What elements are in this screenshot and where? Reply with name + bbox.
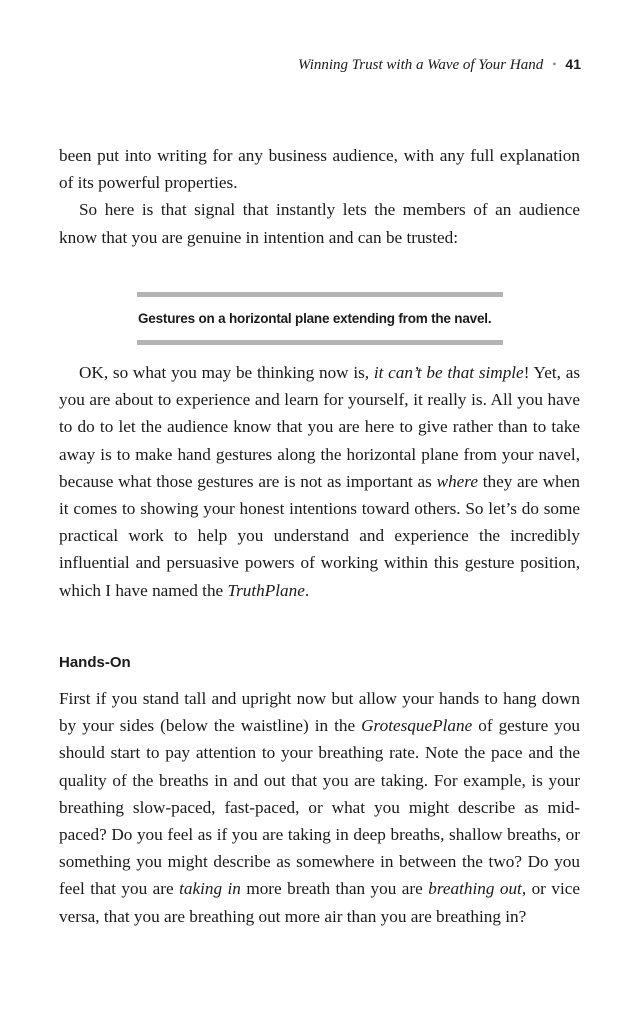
emphasis: where	[436, 471, 478, 491]
section-heading: Hands-On	[59, 654, 131, 671]
callout-box	[137, 292, 503, 345]
text-run: , or vice versa, that you are breathing out more air than you are breathing in?	[59, 879, 580, 926]
paragraph	[59, 359, 580, 604]
text-run: of gesture you should start to pay attention to your breathing rate. Note the pace and the quality of the breaths in and out that you are taking. For example, is your breathing slow-paced, fast-paced, or what you might describe as mid-paced? Do you feel as if you are taking in deep breaths, shallow breaths, or something you might describe as somewhere in between the two? Do you feel that you are	[59, 716, 581, 899]
text-run: .	[304, 580, 310, 600]
paragraph: been put into writing for any business audience, with any full explanation of its powerful properties.	[59, 146, 580, 193]
text-run: OK, so what you may be thinking now is,	[79, 363, 374, 382]
paragraph: So here is that signal that instantly lets the members of an audience know that you are genuine in intention and can be trusted:	[59, 200, 580, 247]
bullet-separator: •	[552, 57, 557, 71]
callout-bottom-rule	[137, 340, 503, 345]
emphasis: TruthPlane	[227, 580, 305, 600]
callout-text: Gestures on a horizontal plane extending from the navel.	[138, 311, 492, 326]
emphasis: it can’t be that simple	[373, 363, 524, 382]
page-number: 41	[565, 56, 581, 72]
running-title: Winning Trust with a Wave of Your Hand	[298, 57, 544, 73]
text-run: ! Yet, as you are about to experience and learn for yourself, it really is. All you have to do to let the audience know that you are here to give rather than to take away is to make hand gestures along the horizontal plane from your navel, because what those gestures are is not as important as	[59, 363, 581, 491]
emphasis: GrotesquePlane	[361, 716, 473, 736]
emphasis: breathing out	[428, 879, 522, 899]
text-run: more breath than you are	[240, 879, 429, 899]
text-block-intro	[59, 142, 580, 251]
text-run: First if you stand tall and upright now but allow your hands to hang down by your sides (below the waistline) in the	[59, 689, 580, 736]
text-block-main	[59, 359, 580, 604]
running-header	[298, 56, 581, 78]
emphasis: taking in	[179, 879, 241, 899]
text-run: they are when it comes to showing your honest intentions toward others. So let’s do some practical work to help you understand and experience the incredibly influential and persuasive powers of working within this gesture position, which I have named the	[59, 471, 580, 600]
text-block-hands-on	[59, 685, 580, 930]
paragraph	[59, 685, 580, 930]
